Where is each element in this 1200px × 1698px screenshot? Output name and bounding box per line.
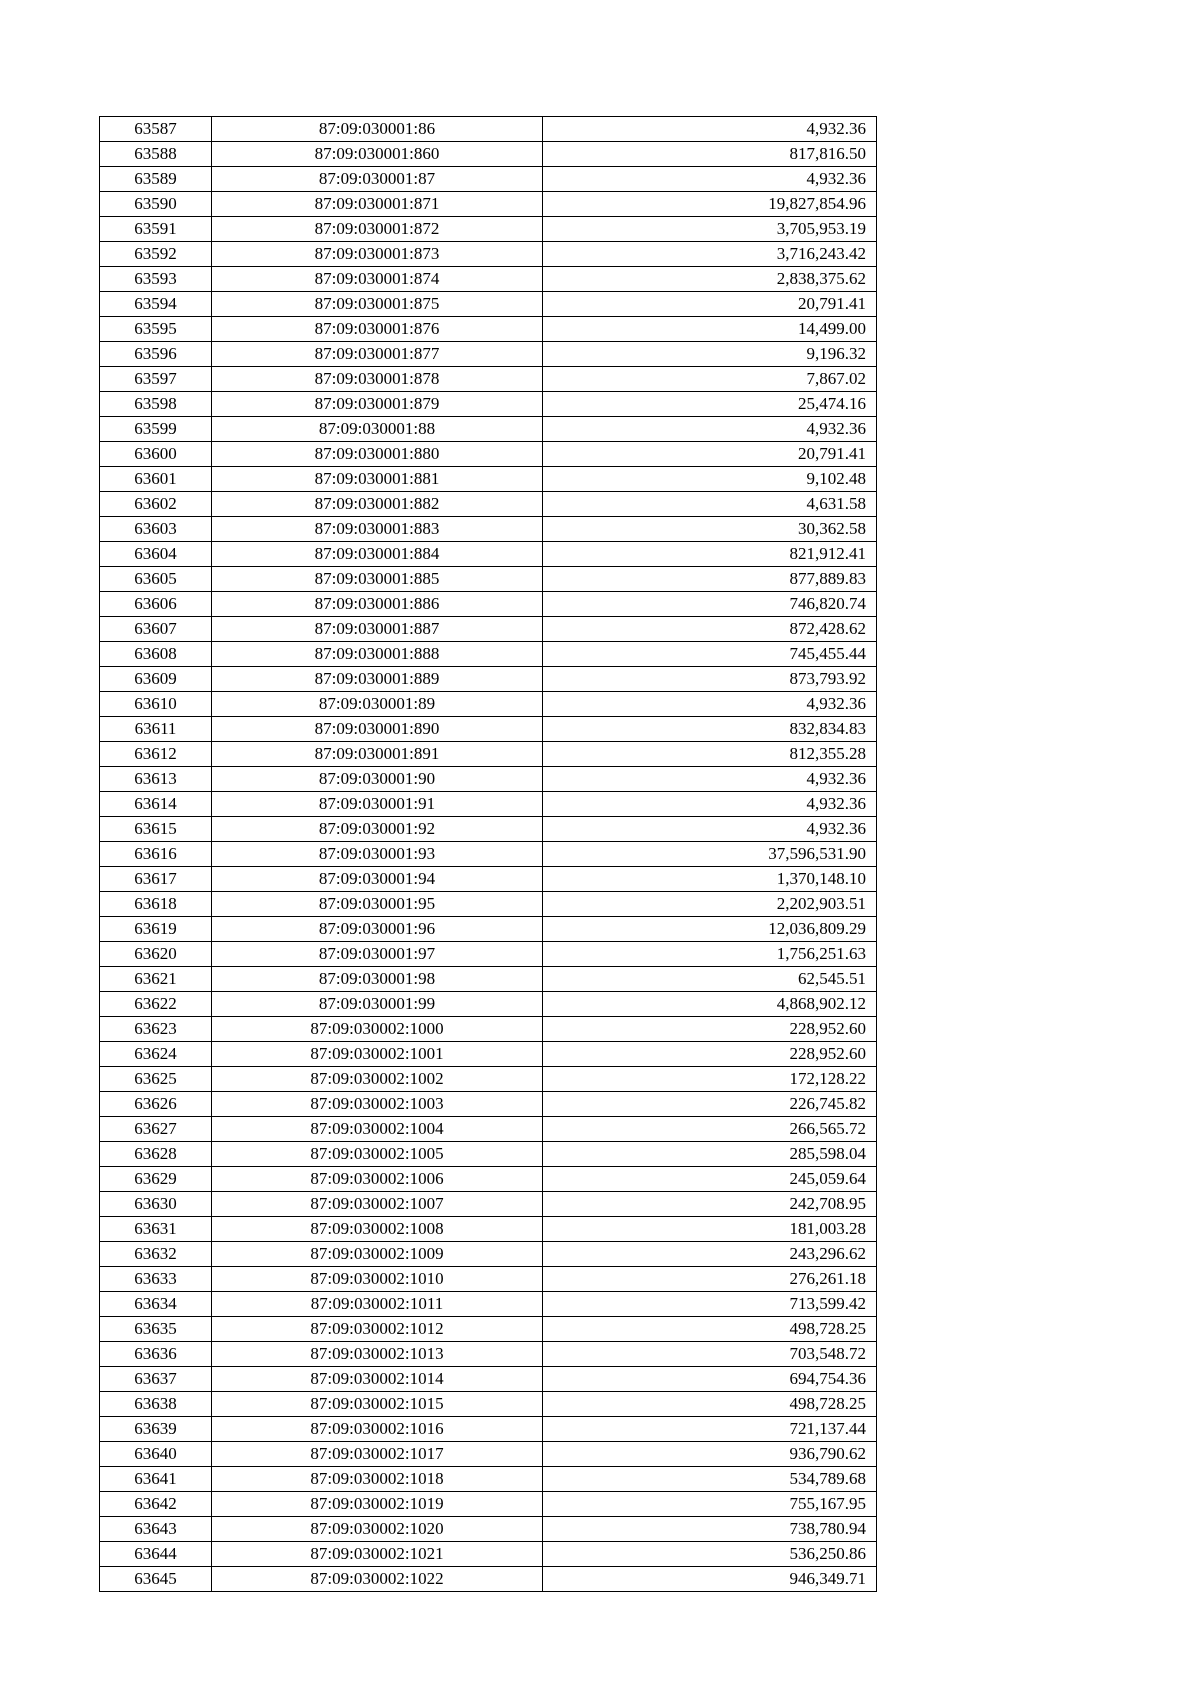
row-number-cell: 63589 [100,167,212,192]
cadastral-number-cell: 87:09:030002:1003 [212,1092,543,1117]
table-row [100,417,877,442]
cadastral-number-cell: 87:09:030001:96 [212,917,543,942]
table-row [100,1167,877,1192]
table-row [100,1467,877,1492]
value-cell: 2,838,375.62 [543,267,877,292]
row-number-cell: 63619 [100,917,212,942]
value-cell: 9,102.48 [543,467,877,492]
value-cell: 746,820.74 [543,592,877,617]
table-row [100,267,877,292]
value-cell: 245,059.64 [543,1167,877,1192]
table-row [100,142,877,167]
cadastral-number-cell: 87:09:030001:88 [212,417,543,442]
table-row [100,667,877,692]
value-cell: 3,716,243.42 [543,242,877,267]
row-number-cell: 63591 [100,217,212,242]
value-cell: 242,708.95 [543,1192,877,1217]
cadastral-number-cell: 87:09:030001:92 [212,817,543,842]
value-cell: 946,349.71 [543,1567,877,1592]
table-row [100,842,877,867]
cadastral-number-cell: 87:09:030001:878 [212,367,543,392]
cadastral-number-cell: 87:09:030001:888 [212,642,543,667]
cadastral-number-cell: 87:09:030002:1001 [212,1042,543,1067]
row-number-cell: 63643 [100,1517,212,1542]
row-number-cell: 63625 [100,1067,212,1092]
table-row [100,367,877,392]
table-row [100,542,877,567]
table-row [100,642,877,667]
table-row [100,892,877,917]
value-cell: 1,756,251.63 [543,942,877,967]
table-row [100,442,877,467]
value-cell: 873,793.92 [543,667,877,692]
row-number-cell: 63630 [100,1192,212,1217]
value-cell: 534,789.68 [543,1467,877,1492]
row-number-cell: 63599 [100,417,212,442]
cadastral-number-cell: 87:09:030001:881 [212,467,543,492]
value-cell: 14,499.00 [543,317,877,342]
row-number-cell: 63618 [100,892,212,917]
table-row [100,467,877,492]
cadastral-number-cell: 87:09:030001:880 [212,442,543,467]
table-row [100,692,877,717]
value-cell: 4,932.36 [543,792,877,817]
row-number-cell: 63617 [100,867,212,892]
value-cell: 4,932.36 [543,167,877,192]
table-row [100,1542,877,1567]
cadastral-number-cell: 87:09:030001:860 [212,142,543,167]
row-number-cell: 63609 [100,667,212,692]
value-cell: 832,834.83 [543,717,877,742]
row-number-cell: 63639 [100,1417,212,1442]
table-row [100,342,877,367]
table-row [100,192,877,217]
value-cell: 536,250.86 [543,1542,877,1567]
table-row [100,967,877,992]
value-cell: 877,889.83 [543,567,877,592]
row-number-cell: 63640 [100,1442,212,1467]
value-cell: 4,932.36 [543,417,877,442]
cadastral-number-cell: 87:09:030001:875 [212,292,543,317]
table-row [100,1367,877,1392]
cadastral-number-cell: 87:09:030002:1018 [212,1467,543,1492]
value-cell: 37,596,531.90 [543,842,877,867]
cadastral-number-cell: 87:09:030001:885 [212,567,543,592]
value-cell: 498,728.25 [543,1317,877,1342]
cadastral-number-cell: 87:09:030002:1008 [212,1217,543,1242]
cadastral-number-cell: 87:09:030002:1014 [212,1367,543,1392]
table-row [100,1142,877,1167]
table-row [100,1092,877,1117]
row-number-cell: 63627 [100,1117,212,1142]
cadastral-number-cell: 87:09:030002:1022 [212,1567,543,1592]
cadastral-number-cell: 87:09:030001:873 [212,242,543,267]
value-cell: 243,296.62 [543,1242,877,1267]
table-row [100,1192,877,1217]
table-row [100,942,877,967]
table-row [100,1567,877,1592]
row-number-cell: 63587 [100,117,212,142]
row-number-cell: 63621 [100,967,212,992]
cadastral-number-cell: 87:09:030002:1017 [212,1442,543,1467]
table-row [100,117,877,142]
table-row [100,292,877,317]
value-cell: 4,631.58 [543,492,877,517]
cadastral-number-cell: 87:09:030002:1007 [212,1192,543,1217]
cadastral-number-cell: 87:09:030002:1012 [212,1317,543,1342]
cadastral-number-cell: 87:09:030002:1015 [212,1392,543,1417]
row-number-cell: 63613 [100,767,212,792]
row-number-cell: 63623 [100,1017,212,1042]
row-number-cell: 63604 [100,542,212,567]
table-row [100,1042,877,1067]
row-number-cell: 63638 [100,1392,212,1417]
value-cell: 4,932.36 [543,692,877,717]
row-number-cell: 63606 [100,592,212,617]
row-number-cell: 63602 [100,492,212,517]
cadastral-number-cell: 87:09:030002:1021 [212,1542,543,1567]
value-cell: 9,196.32 [543,342,877,367]
value-cell: 3,705,953.19 [543,217,877,242]
value-cell: 817,816.50 [543,142,877,167]
row-number-cell: 63588 [100,142,212,167]
cadastral-number-cell: 87:09:030001:887 [212,617,543,642]
table-row [100,1117,877,1142]
cadastral-number-cell: 87:09:030001:884 [212,542,543,567]
row-number-cell: 63615 [100,817,212,842]
table-row [100,792,877,817]
table-row [100,492,877,517]
data-table [99,116,877,1592]
cadastral-number-cell: 87:09:030001:883 [212,517,543,542]
row-number-cell: 63641 [100,1467,212,1492]
cadastral-number-cell: 87:09:030002:1002 [212,1067,543,1092]
cadastral-number-cell: 87:09:030001:90 [212,767,543,792]
row-number-cell: 63631 [100,1217,212,1242]
row-number-cell: 63601 [100,467,212,492]
cadastral-number-cell: 87:09:030001:87 [212,167,543,192]
value-cell: 285,598.04 [543,1142,877,1167]
value-cell: 19,827,854.96 [543,192,877,217]
cadastral-number-cell: 87:09:030001:889 [212,667,543,692]
table-row [100,1067,877,1092]
cadastral-number-cell: 87:09:030002:1004 [212,1117,543,1142]
cadastral-number-cell: 87:09:030001:89 [212,692,543,717]
table-row [100,567,877,592]
table-row [100,1317,877,1342]
row-number-cell: 63603 [100,517,212,542]
value-cell: 4,868,902.12 [543,992,877,1017]
cadastral-number-cell: 87:09:030001:877 [212,342,543,367]
cadastral-number-cell: 87:09:030002:1009 [212,1242,543,1267]
table-row [100,217,877,242]
cadastral-number-cell: 87:09:030002:1013 [212,1342,543,1367]
value-cell: 745,455.44 [543,642,877,667]
value-cell: 713,599.42 [543,1292,877,1317]
row-number-cell: 63593 [100,267,212,292]
table-row [100,717,877,742]
row-number-cell: 63637 [100,1367,212,1392]
cadastral-number-cell: 87:09:030002:1020 [212,1517,543,1542]
row-number-cell: 63597 [100,367,212,392]
row-number-cell: 63629 [100,1167,212,1192]
table-row [100,1267,877,1292]
cadastral-number-cell: 87:09:030001:97 [212,942,543,967]
row-number-cell: 63644 [100,1542,212,1567]
cadastral-number-cell: 87:09:030002:1011 [212,1292,543,1317]
row-number-cell: 63594 [100,292,212,317]
cadastral-number-cell: 87:09:030002:1019 [212,1492,543,1517]
row-number-cell: 63612 [100,742,212,767]
row-number-cell: 63610 [100,692,212,717]
value-cell: 20,791.41 [543,442,877,467]
value-cell: 498,728.25 [543,1392,877,1417]
table-row [100,1217,877,1242]
table-row [100,992,877,1017]
row-number-cell: 63636 [100,1342,212,1367]
row-number-cell: 63600 [100,442,212,467]
value-cell: 694,754.36 [543,1367,877,1392]
row-number-cell: 63605 [100,567,212,592]
cadastral-number-cell: 87:09:030001:882 [212,492,543,517]
table-row [100,392,877,417]
row-number-cell: 63590 [100,192,212,217]
table-row [100,1417,877,1442]
value-cell: 4,932.36 [543,817,877,842]
cadastral-number-cell: 87:09:030001:94 [212,867,543,892]
value-cell: 2,202,903.51 [543,892,877,917]
cadastral-number-cell: 87:09:030001:98 [212,967,543,992]
cadastral-number-cell: 87:09:030002:1005 [212,1142,543,1167]
table-row [100,592,877,617]
table-row [100,1517,877,1542]
row-number-cell: 63633 [100,1267,212,1292]
cadastral-number-cell: 87:09:030001:874 [212,267,543,292]
row-number-cell: 63626 [100,1092,212,1117]
table-row [100,767,877,792]
row-number-cell: 63645 [100,1567,212,1592]
value-cell: 228,952.60 [543,1042,877,1067]
value-cell: 228,952.60 [543,1017,877,1042]
cadastral-number-cell: 87:09:030001:872 [212,217,543,242]
cadastral-number-cell: 87:09:030002:1000 [212,1017,543,1042]
row-number-cell: 63592 [100,242,212,267]
value-cell: 172,128.22 [543,1067,877,1092]
table-row [100,1242,877,1267]
table-row [100,1442,877,1467]
cadastral-number-cell: 87:09:030001:99 [212,992,543,1017]
value-cell: 1,370,148.10 [543,867,877,892]
table-row [100,317,877,342]
row-number-cell: 63632 [100,1242,212,1267]
cadastral-number-cell: 87:09:030001:886 [212,592,543,617]
value-cell: 4,932.36 [543,767,877,792]
cadastral-number-cell: 87:09:030001:876 [212,317,543,342]
table-row [100,867,877,892]
row-number-cell: 63622 [100,992,212,1017]
value-cell: 7,867.02 [543,367,877,392]
row-number-cell: 63624 [100,1042,212,1067]
value-cell: 226,745.82 [543,1092,877,1117]
cadastral-number-cell: 87:09:030002:1016 [212,1417,543,1442]
cadastral-number-cell: 87:09:030002:1006 [212,1167,543,1192]
row-number-cell: 63611 [100,717,212,742]
cadastral-number-cell: 87:09:030001:890 [212,717,543,742]
row-number-cell: 63608 [100,642,212,667]
row-number-cell: 63598 [100,392,212,417]
row-number-cell: 63595 [100,317,212,342]
value-cell: 812,355.28 [543,742,877,767]
value-cell: 755,167.95 [543,1492,877,1517]
value-cell: 821,912.41 [543,542,877,567]
row-number-cell: 63620 [100,942,212,967]
value-cell: 30,362.58 [543,517,877,542]
value-cell: 181,003.28 [543,1217,877,1242]
table-row [100,617,877,642]
cadastral-number-cell: 87:09:030001:879 [212,392,543,417]
cadastral-number-cell: 87:09:030001:86 [212,117,543,142]
value-cell: 936,790.62 [543,1442,877,1467]
table-row [100,1492,877,1517]
value-cell: 738,780.94 [543,1517,877,1542]
cadastral-number-cell: 87:09:030002:1010 [212,1267,543,1292]
value-cell: 20,791.41 [543,292,877,317]
value-cell: 872,428.62 [543,617,877,642]
value-cell: 62,545.51 [543,967,877,992]
value-cell: 266,565.72 [543,1117,877,1142]
row-number-cell: 63634 [100,1292,212,1317]
value-cell: 12,036,809.29 [543,917,877,942]
cadastral-number-cell: 87:09:030001:93 [212,842,543,867]
row-number-cell: 63635 [100,1317,212,1342]
cadastral-number-cell: 87:09:030001:91 [212,792,543,817]
row-number-cell: 63628 [100,1142,212,1167]
table-row [100,742,877,767]
value-cell: 703,548.72 [543,1342,877,1367]
cadastral-number-cell: 87:09:030001:891 [212,742,543,767]
table-row [100,1392,877,1417]
cadastral-number-cell: 87:09:030001:95 [212,892,543,917]
table-row [100,242,877,267]
row-number-cell: 63642 [100,1492,212,1517]
table-row [100,1342,877,1367]
value-cell: 4,932.36 [543,117,877,142]
row-number-cell: 63616 [100,842,212,867]
value-cell: 721,137.44 [543,1417,877,1442]
row-number-cell: 63607 [100,617,212,642]
row-number-cell: 63596 [100,342,212,367]
cadastral-number-cell: 87:09:030001:871 [212,192,543,217]
table-row [100,517,877,542]
table-row [100,167,877,192]
table-row [100,1017,877,1042]
table-row [100,1292,877,1317]
row-number-cell: 63614 [100,792,212,817]
value-cell: 25,474.16 [543,392,877,417]
table-row [100,917,877,942]
value-cell: 276,261.18 [543,1267,877,1292]
table-body [100,117,877,1592]
table-row [100,817,877,842]
